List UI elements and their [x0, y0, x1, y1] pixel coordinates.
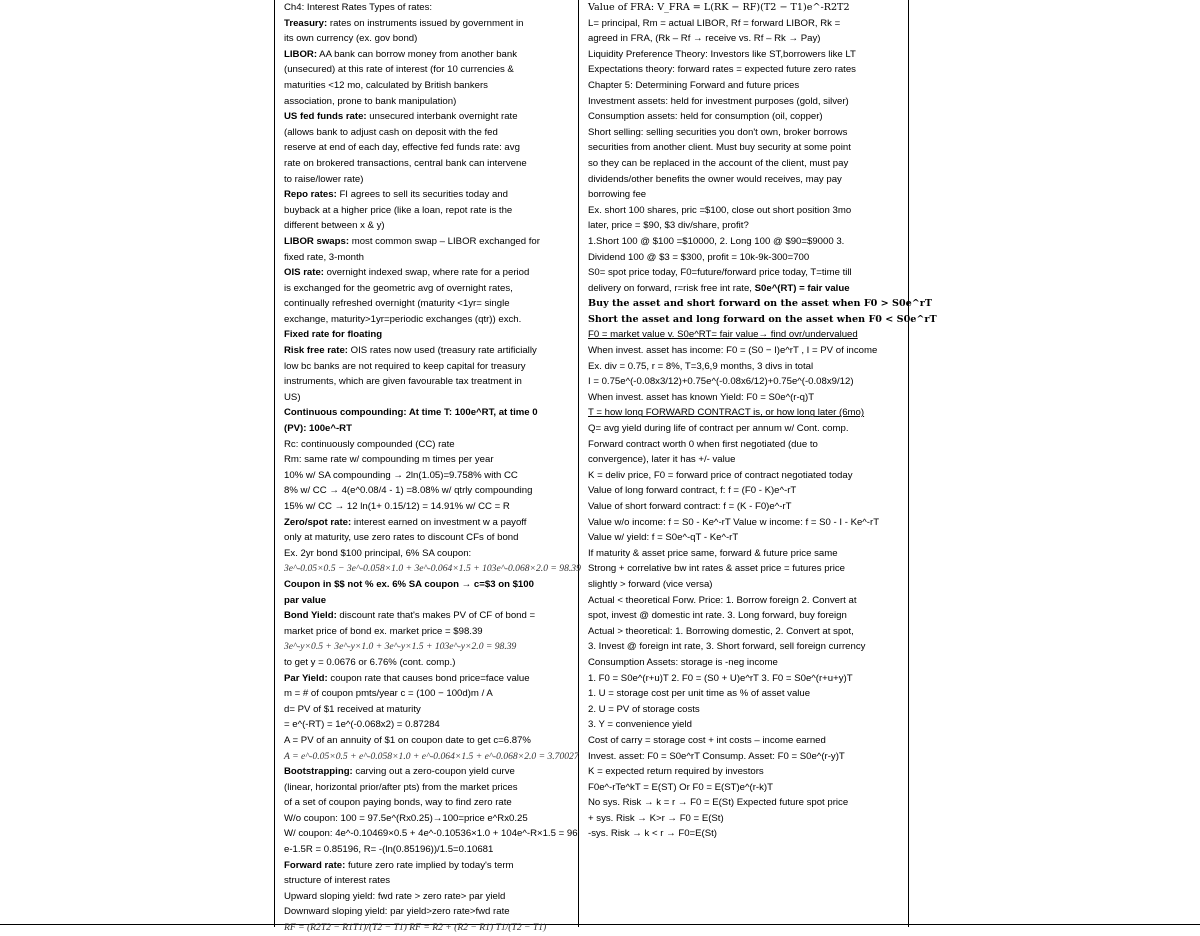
note-line: different between x & y) [284, 220, 385, 232]
note-line: Rc: continuously compounded (CC) rate [284, 438, 455, 450]
note-line: OIS rate: overnight indexed swap, where rate for a period [284, 267, 530, 279]
note-line: convergence), later it has +/- value [588, 454, 736, 466]
note-line: W/ coupon: 4e^-0.10469×0.5 + 4e^-0.10536×1.0 + 104e^-R×1.5 = 96 [284, 828, 578, 840]
note-line: Expectations theory: forward rates = expected future zero rates [588, 64, 856, 76]
term-label: Bond Yield: [284, 610, 337, 622]
note-line: dividends/other benefits the owner would receives, may pay [588, 173, 842, 185]
note-line: (allows bank to adjust cash on deposit with the fed [284, 126, 498, 138]
term-label: Repo rates: [284, 189, 337, 201]
note-line: slightly > forward (vice versa) [588, 578, 713, 590]
note-line: Forward rate: future zero rate implied by today's term [284, 859, 514, 871]
note-line: association, prone to bank manipulation) [284, 95, 457, 107]
note-line: Liquidity Preference Theory: Investors like ST,borrowers like LT [588, 48, 856, 60]
note-line: Short the asset and long forward on the asset when F0 < S0e^rT [588, 313, 937, 325]
note-line: reserve at end of each day, effective fed funds rate: avg [284, 142, 520, 154]
note-line: Buy the asset and short forward on the asset when F0 > S0e^rT [588, 298, 932, 310]
note-line: Q= avg yield during life of contract per annum w/ Cont. comp. [588, 423, 849, 435]
note-line: S0= spot price today, F0=future/forward price today, T=time till [588, 267, 852, 279]
note-line: Consumption assets: held for consumption (oil, copper) [588, 111, 823, 123]
page-left-border [274, 0, 275, 927]
term-label: Par Yield: [284, 672, 328, 684]
note-line: Ex. 2yr bond $100 principal, 6% SA coupon: [284, 547, 472, 559]
note-line: (PV): 100e^-RT [284, 423, 352, 435]
term-label: Zero/spot rate: [284, 516, 352, 528]
term-label: S0e^(RT) = fair value [754, 282, 850, 294]
note-line: 3. Y = convenience yield [588, 719, 692, 731]
note-line: 3e^-0.05×0.5 − 3e^-0.058×1.0 + 3e^-0.064×1.5 + 103e^-0.068×2.0 = 98.39 [284, 563, 581, 575]
note-line: 1. F0 = S0e^(r+u)T 2. F0 = (S0 + U)e^rT 3. F0 = S0e^(r+u+y)T [588, 672, 853, 684]
note-line: Ex. div = 0.75, r = 8%, T=3,6,9 months, 3 divs in total [588, 360, 814, 372]
note-line: 3e^-y×0.5 + 3e^-y×1.0 + 3e^-y×1.5 + 103e^-y×2.0 = 98.39 [284, 641, 517, 653]
note-line: 15% w/ CC → 12 ln(1+ 0.15/12) = 14.91% w/ CC = R [284, 501, 510, 512]
note-line: Treasury: rates on instruments issued by government in [284, 17, 524, 29]
note-line: L= principal, Rm = actual LIBOR, Rf = forward LIBOR, Rk = [588, 17, 841, 29]
note-line: = e^(-RT) = 1e^(-0.068x2) = 0.87284 [284, 719, 440, 731]
note-line: to get y = 0.0676 or 6.76% (cont. comp.) [284, 656, 456, 668]
notes-column-right [909, 0, 1200, 924]
note-line: K = expected return required by investors [588, 766, 764, 778]
note-line: Value of FRA: V_FRA = L(RK − RF)(T2 − T1)e^-R2T2 [588, 2, 850, 13]
note-line: Risk free rate: OIS rates now used (treasury rate artificially [284, 345, 537, 357]
note-line: later, price = $90, $3 div/share, profit? [588, 220, 749, 232]
note-line: Bootstrapping: carving out a zero-coupon yield curve [284, 766, 515, 778]
note-line: Investment assets: held for investment purposes (gold, silver) [588, 95, 849, 107]
note-line: F0e^-rTe^kT = E(ST) Or F0 = E(ST)e^(r-k)T [588, 781, 773, 793]
term-label: Risk free rate: [284, 345, 348, 357]
note-line: Actual < theoretical Forw. Price: 1. Borrow foreign 2. Convert at [588, 594, 857, 606]
note-line: Value w/ yield: f = S0e^-qT - Ke^-rT [588, 532, 739, 544]
note-line: 1.Short 100 @ $100 =$10000, 2. Long 100 @ $90=$9000 3. [588, 235, 845, 247]
bottom-border [0, 924, 1200, 925]
note-line: 8% w/ CC → 4(e^0.08/4 - 1) =8.08% w/ qtrly compounding [284, 485, 533, 497]
notes-column-middle [588, 0, 937, 842]
note-line: Strong + correlative bw int rates & asset price = futures price [588, 563, 846, 575]
note-line: When invest. asset has income: F0 = (S0 − I)e^rT , I = PV of income [588, 345, 878, 357]
note-line: continually refreshed overnight (maturity <1yr= single [284, 298, 510, 310]
note-line: spot, invest @ domestic int rate. 3. Long forward, buy foreign [588, 610, 847, 622]
note-line: instruments, which are given favourable tax treatment in [284, 376, 522, 388]
note-line: 10% w/ SA compounding → 2ln(1.05)=9.758% with CC [284, 469, 518, 481]
note-line: T = how long FORWARD CONTRACT is, or how long later (6mo) [588, 407, 865, 419]
note-line: W/o coupon: 100 = 97.5e^(Rx0.25)→100=price e^Rx0.25 [284, 812, 528, 824]
note-line: Invest. asset: F0 = S0e^rT Consump. Asset: F0 = S0e^(r-y)T [588, 750, 845, 762]
note-line: market price of bond ex. market price = $98.39 [284, 625, 483, 637]
note-line: structure of interest rates [284, 875, 391, 887]
note-line: Downward sloping yield: par yield>zero rate>fwd rate [284, 906, 510, 918]
term-label: Bootstrapping: [284, 766, 353, 778]
note-line: e-1.5R = 0.85196, R= -(ln(0.85196))/1.5=0.10681 [284, 844, 494, 856]
note-line: Upward sloping yield: fwd rate > zero rate> par yield [284, 890, 506, 902]
note-line: A = PV of an annuity of $1 on coupon date to get c=6.87% [284, 734, 531, 746]
note-line: Value of short forward contract: f = (K - F0)e^-rT [588, 501, 792, 512]
note-line: No sys. Risk → k = r → F0 = E(St) Expected future spot price [588, 797, 849, 809]
term-label: LIBOR: [284, 48, 318, 60]
note-line: of a set of coupon paying bonds, way to find zero rate [284, 797, 512, 809]
note-line: borrowing fee [588, 189, 647, 201]
note-line: Rm: same rate w/ compounding m times per year [284, 454, 494, 466]
note-line: If maturity & asset price same, forward & future price same [588, 547, 838, 559]
note-line: securities from another client. Must buy security at some point [588, 142, 851, 154]
note-line: delivery on forward, r=risk free int rate, S0e^(RT) = fair value [588, 282, 850, 294]
note-line: Value of long forward contract, f: f = (F0 - K)e^-rT [588, 485, 797, 497]
note-line: its own currency (ex. gov bond) [284, 33, 418, 45]
note-line: Cost of carry = storage cost + int costs – income earned [588, 734, 826, 746]
note-line: Consumption Assets: storage is -neg income [588, 656, 778, 668]
note-line: A = e^-0.05×0.5 + e^-0.058×1.0 + e^-0.064×1.5 + e^-0.068×2.0 = 3.70027 [284, 750, 579, 762]
note-line: fixed rate, 3-month [284, 251, 364, 263]
term-label: Treasury: [284, 17, 328, 29]
note-line: Dividend 100 @ $3 = $300, profit = 10k-9k-300=700 [588, 251, 810, 263]
note-line: Chapter 5: Determining Forward and future prices [588, 79, 800, 91]
note-line: Short selling: selling securities you don't own, broker borrows [588, 126, 848, 138]
note-line: 1. U = storage cost per unit time as % of asset value [588, 688, 811, 700]
note-line: Par Yield: coupon rate that causes bond price=face value [284, 672, 530, 684]
note-line: RF = (R2T2 − R1T1)/(T2 − T1) RF = R2 + (R2 − R1) T1/(T2 − T1) [284, 922, 547, 934]
note-line: agreed in FRA, (Rk – Rf → receive vs. Rf – Rk → Pay) [588, 33, 821, 45]
notes-column-left [284, 0, 581, 936]
note-line: rate on brokered transactions, central bank can intervene [284, 157, 527, 169]
note-line: low bc banks are not required to keep capital for treasury [284, 360, 526, 372]
note-line: to raise/lower rate) [284, 173, 364, 185]
note-line: Fixed rate for floating [284, 329, 383, 341]
note-line: -sys. Risk → k < r → F0=E(St) [588, 828, 717, 840]
note-line: m = # of coupon pmts/year c = (100 − 100d)m / A [284, 688, 493, 700]
note-line: buyback at a higher price (like a loan, repot rate is the [284, 204, 513, 216]
note-line: Coupon in $$ not % ex. 6% SA coupon → c=$3 on $100 [284, 578, 534, 590]
note-line: I = 0.75e^(-0.08x3/12)+0.75e^(-0.08x6/12)+0.75e^(-0.08x9/12) [588, 376, 854, 388]
term-label: US fed funds rate: [284, 111, 367, 123]
note-line: (linear, horizontal prior/after pts) from the market prices [284, 781, 518, 793]
note-line: Bond Yield: discount rate that's makes PV of CF of bond = [284, 610, 536, 622]
note-line: Zero/spot rate: interest earned on investment w a payoff [284, 516, 527, 528]
note-line: F0 = market value v. S0e^RT= fair value→ find ovr/undervalued [588, 329, 858, 341]
note-line: Continuous compounding: At time T: 100e^RT, at time 0 [284, 407, 538, 419]
term-label: Forward rate: [284, 859, 346, 871]
note-line: (unsecured) at this rate of interest (for 10 currencies & [284, 64, 514, 76]
note-line: Value w/o income: f = S0 - Ke^-rT Value w income: f = S0 - I - Ke^-rT [588, 516, 880, 528]
note-line: Repo rates: FI agrees to sell its securities today and [284, 189, 508, 201]
term-label: LIBOR swaps: [284, 235, 350, 247]
note-line: When invest. asset has known Yield: F0 = S0e^(r-q)T [588, 391, 815, 403]
note-line: so they can be replaced in the account of the client, must pay [588, 157, 849, 169]
note-line: is exchanged for the geometric avg of overnight rates, [284, 282, 513, 294]
note-line: LIBOR swaps: most common swap – LIBOR exchanged for [284, 235, 540, 247]
note-line: only at maturity, use zero rates to discount CFs of bond [284, 532, 519, 544]
note-line: Actual > theoretical: 1. Borrowing domestic, 2. Convert at spot, [588, 625, 854, 637]
term-label: OIS rate: [284, 267, 324, 279]
note-line: maturities <12 mo, calculated by British bankers [284, 79, 488, 91]
note-line: par value [284, 594, 327, 606]
note-line: K = deliv price, F0 = forward price of contract negotiated today [588, 469, 853, 481]
note-line: + sys. Risk → K>r → F0 = E(St) [588, 812, 724, 824]
note-line: Forward contract worth 0 when first negotiated (due to [588, 438, 818, 450]
note-line: exchange, maturity>1yr=periodic exchanges (qtr)) exch. [284, 313, 522, 325]
note-line: d= PV of $1 received at maturity [284, 703, 421, 715]
column-divider-1 [578, 0, 579, 927]
note-line: LIBOR: AA bank can borrow money from another bank [284, 48, 518, 60]
note-line: 3. Invest @ foreign int rate, 3. Short forward, sell foreign currency [588, 641, 866, 653]
note-line: Ex. short 100 shares, pric =$100, close out short position 3mo [588, 204, 852, 216]
note-line: US fed funds rate: unsecured interbank overnight rate [284, 111, 518, 123]
note-line: 2. U = PV of storage costs [588, 703, 700, 715]
note-line: US) [284, 391, 301, 403]
note-line: Ch4: Interest Rates Types of rates: [284, 2, 433, 13]
